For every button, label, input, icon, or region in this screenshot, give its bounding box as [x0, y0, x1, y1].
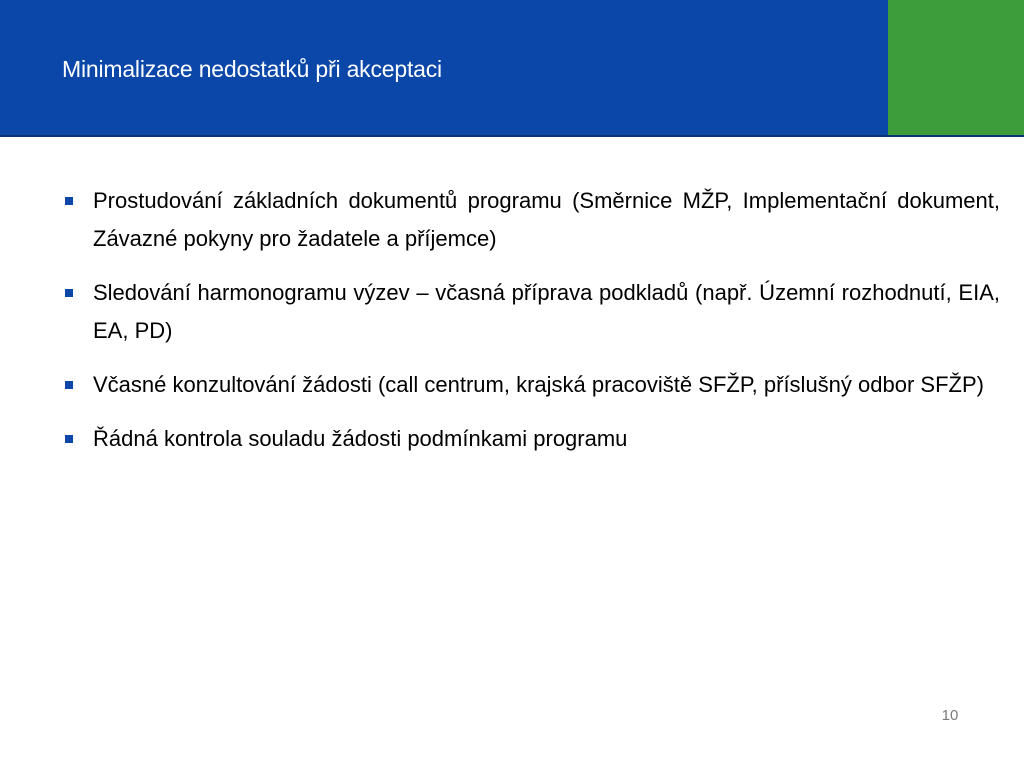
bullet-list	[62, 182, 1000, 474]
square-bullet-icon	[65, 381, 73, 389]
bullet-text: Včasné konzultování žádosti (call centrum, krajská pracoviště SFŽP, příslušný odbor SFŽP)	[93, 372, 984, 397]
bullet-item	[62, 274, 1000, 350]
slide-title: Minimalizace nedostatků při akceptaci	[62, 56, 442, 82]
header-divider	[0, 135, 1024, 137]
square-bullet-icon	[65, 289, 73, 297]
page-number: 10	[941, 707, 959, 724]
bullet-text: Řádná kontrola souladu žádosti podmínkami programu	[93, 426, 628, 451]
square-bullet-icon	[65, 197, 73, 205]
bullet-text: Sledování harmonogramu výzev – včasná příprava podkladů (např. Územní rozhodnutí, EIA, EA, PD)	[93, 280, 1000, 343]
bullet-item	[62, 182, 1000, 258]
bullet-text: Prostudování základních dokumentů programu (Směrnice MŽP, Implementační dokument, Závazné pokyny pro žadatele a příjemce)	[93, 188, 1000, 251]
header-accent-block	[888, 0, 1024, 135]
square-bullet-icon	[65, 435, 73, 443]
bullet-item	[62, 366, 1000, 404]
bullet-item	[62, 420, 1000, 458]
